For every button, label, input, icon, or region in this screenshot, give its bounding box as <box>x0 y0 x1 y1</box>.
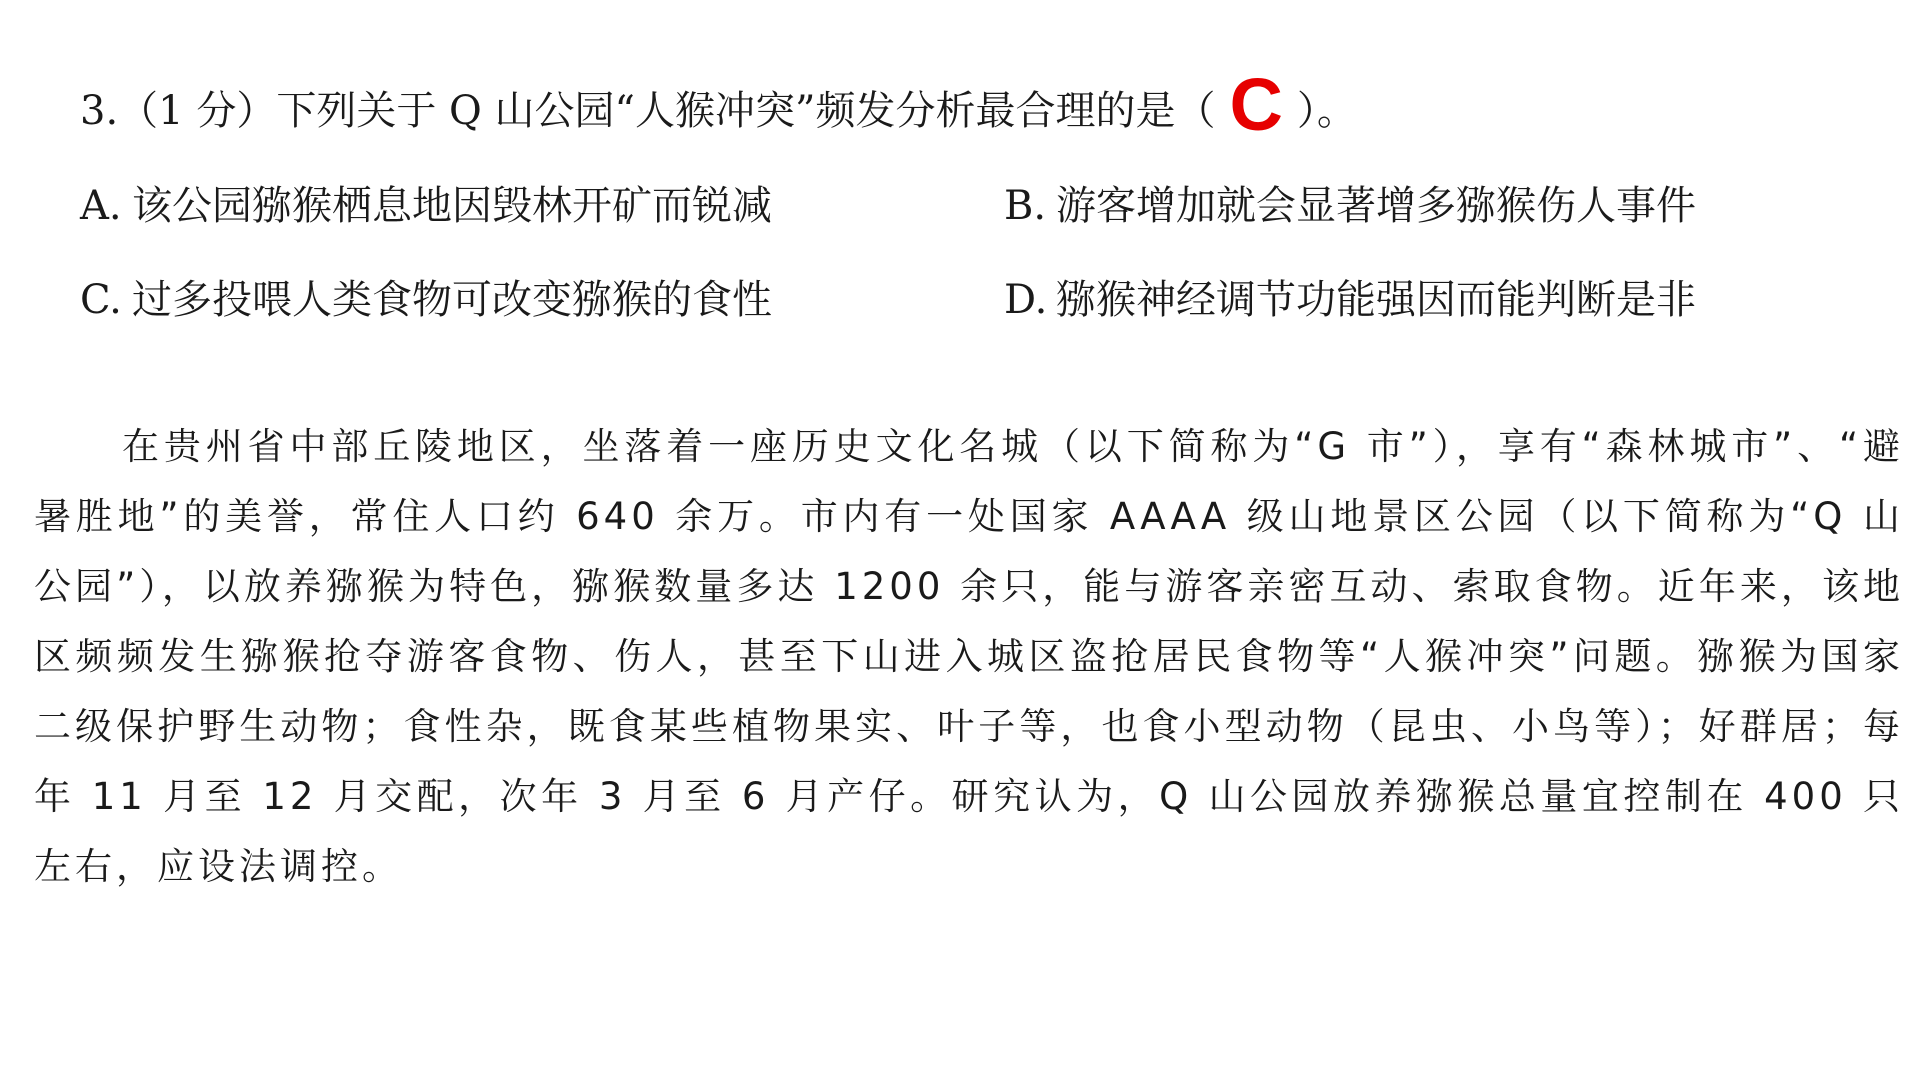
option-text: 猕猴神经调节功能强因而能判断是非 <box>1056 277 1696 323</box>
question-text: 3.（1 分）下列关于 Q 山公园“人猴冲突”频发分析最合理的是（ <box>80 88 1216 134</box>
option-b <box>1004 176 1696 236</box>
option-text: 该公园猕猴栖息地因毁林开矿而锐减 <box>132 183 772 229</box>
option-key: A. <box>80 183 122 229</box>
option-key: C. <box>80 277 122 323</box>
option-text: 游客增加就会显著增多猕猴伤人事件 <box>1056 183 1696 229</box>
reading-passage: 在贵州省中部丘陵地区，坐落着一座历史文化名城（以下简称为“G 市”），享有“森林城市”、“避暑胜地”的美誉，常住人口约 640 余万。市内有一处国家 AAAA 级山地景区公园（以下简称为“Q 山公园”），以放养猕猴为特色，猕猴数量多达 1200 余只，能与游客亲密互动、索取食物。近年来，该地区频频发生猕猴抢夺游客食物、伤人，甚至下山进入城区盗抢居民食物等“人猴冲突”问题。猕猴为国家二级保护野生动物；食性杂，既食某些植物果实、叶子等，也食小型动物（昆虫、小鸟等）；好群居；每年 11 月至 12 月交配，次年 3 月至 6 月产仔。研究认为，Q 山公园放养猕猴总量宜控制在 400 只左右，应设法调控。 <box>34 425 1904 888</box>
option-c <box>80 270 772 330</box>
option-text: 过多投喂人类食物可改变猕猴的食性 <box>132 277 772 323</box>
answer-mark: C <box>1229 63 1283 146</box>
option-key: D. <box>1004 277 1048 323</box>
option-d <box>1004 270 1696 330</box>
question-text-end: ）。 <box>1296 88 1357 134</box>
question-stem <box>80 63 1840 156</box>
option-key: B. <box>1004 183 1047 229</box>
option-a <box>80 176 772 236</box>
